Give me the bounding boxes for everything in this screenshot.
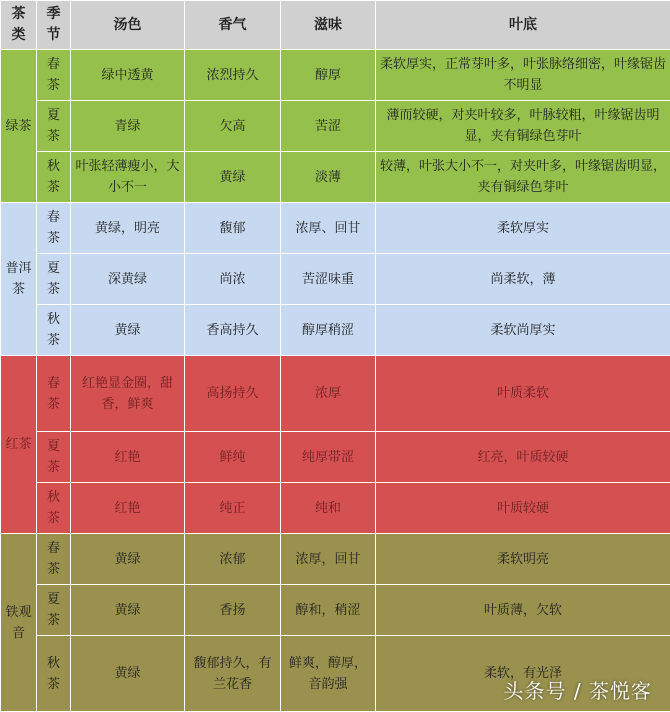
leaf-cell: 叶质较硬 <box>376 483 670 534</box>
aroma-cell: 香扬 <box>185 585 281 636</box>
leaf-cell: 柔软厚实，正常芽叶多，叶张脉络细密，叶缘锯齿不明显 <box>376 50 670 101</box>
table-row <box>1 203 670 254</box>
aroma-cell: 馥郁 <box>185 203 281 254</box>
season-cell: 秋茶 <box>37 636 71 712</box>
table-row <box>1 432 670 483</box>
table-row <box>1 356 670 432</box>
season-cell: 夏茶 <box>37 254 71 305</box>
aroma-cell: 高扬持久 <box>185 356 281 432</box>
season-cell: 夏茶 <box>37 585 71 636</box>
season-cell: 春茶 <box>37 356 71 432</box>
category-cell-black: 红茶 <box>1 356 37 534</box>
liquor-cell: 红艳显金圈，甜香，鲜爽 <box>71 356 185 432</box>
header-row <box>1 1 670 50</box>
header-season: 季节 <box>37 1 71 50</box>
season-cell: 春茶 <box>37 534 71 585</box>
season-cell: 秋茶 <box>37 305 71 356</box>
liquor-cell: 绿中透黄 <box>71 50 185 101</box>
season-cell: 春茶 <box>37 203 71 254</box>
aroma-cell: 浓烈持久 <box>185 50 281 101</box>
leaf-cell: 红亮，叶质较硬 <box>376 432 670 483</box>
taste-cell: 鲜爽，醇厚，音韵强 <box>281 636 376 712</box>
category-cell-green: 绿茶 <box>1 50 37 203</box>
season-cell: 秋茶 <box>37 152 71 203</box>
liquor-cell: 深黄绿 <box>71 254 185 305</box>
table-row <box>1 534 670 585</box>
season-cell: 春茶 <box>37 50 71 101</box>
leaf-cell: 叶质柔软 <box>376 356 670 432</box>
table-row <box>1 305 670 356</box>
taste-cell: 浓厚、回甘 <box>281 203 376 254</box>
taste-cell: 浓厚，回甘 <box>281 534 376 585</box>
header-aroma: 香气 <box>185 1 281 50</box>
liquor-cell: 叶张轻薄瘦小，大小不一 <box>71 152 185 203</box>
header-liquor: 汤色 <box>71 1 185 50</box>
aroma-cell: 鲜纯 <box>185 432 281 483</box>
season-cell: 秋茶 <box>37 483 71 534</box>
aroma-cell: 欠高 <box>185 101 281 152</box>
liquor-cell: 黄绿 <box>71 636 185 712</box>
aroma-cell: 香高持久 <box>185 305 281 356</box>
season-cell: 夏茶 <box>37 432 71 483</box>
leaf-cell: 柔软尚厚实 <box>376 305 670 356</box>
season-cell: 夏茶 <box>37 101 71 152</box>
leaf-cell: 叶质薄，欠软 <box>376 585 670 636</box>
header-category: 茶类 <box>1 1 37 50</box>
leaf-cell: 薄而较硬，对夹叶较多，叶脉较粗，叶缘锯齿明显，夹有铜绿色芽叶 <box>376 101 670 152</box>
liquor-cell: 黄绿，明亮 <box>71 203 185 254</box>
table-row <box>1 254 670 305</box>
liquor-cell: 黄绿 <box>71 585 185 636</box>
aroma-cell: 纯正 <box>185 483 281 534</box>
liquor-cell: 青绿 <box>71 101 185 152</box>
table-row <box>1 152 670 203</box>
taste-cell: 纯厚带涩 <box>281 432 376 483</box>
taste-cell: 淡薄 <box>281 152 376 203</box>
aroma-cell: 黄绿 <box>185 152 281 203</box>
taste-cell: 醇厚 <box>281 50 376 101</box>
liquor-cell: 红艳 <box>71 432 185 483</box>
taste-cell: 苦涩 <box>281 101 376 152</box>
header-leaf: 叶底 <box>376 1 670 50</box>
leaf-cell: 柔软明亮 <box>376 534 670 585</box>
category-cell-puer: 普洱茶 <box>1 203 37 356</box>
liquor-cell: 黄绿 <box>71 534 185 585</box>
table-row <box>1 483 670 534</box>
leaf-cell: 柔软厚实 <box>376 203 670 254</box>
taste-cell: 醇厚稍涩 <box>281 305 376 356</box>
leaf-cell: 柔软，有光泽 <box>376 636 670 712</box>
leaf-cell: 较薄，叶张大小不一，对夹叶多，叶缘锯齿明显，夹有铜绿色芽叶 <box>376 152 670 203</box>
category-cell-tieguanyin: 铁观音 <box>1 534 37 712</box>
aroma-cell: 浓郁 <box>185 534 281 585</box>
table-row <box>1 50 670 101</box>
aroma-cell: 馥郁持久，有兰花香 <box>185 636 281 712</box>
header-taste: 滋味 <box>281 1 376 50</box>
taste-cell: 醇和，稍涩 <box>281 585 376 636</box>
taste-cell: 纯和 <box>281 483 376 534</box>
watermark: 头条号 / 茶悦客 <box>503 679 652 703</box>
taste-cell: 浓厚 <box>281 356 376 432</box>
table-row <box>1 585 670 636</box>
leaf-cell: 尚柔软，薄 <box>376 254 670 305</box>
taste-cell: 苦涩味重 <box>281 254 376 305</box>
liquor-cell: 黄绿 <box>71 305 185 356</box>
aroma-cell: 尚浓 <box>185 254 281 305</box>
liquor-cell: 红艳 <box>71 483 185 534</box>
table-row <box>1 101 670 152</box>
